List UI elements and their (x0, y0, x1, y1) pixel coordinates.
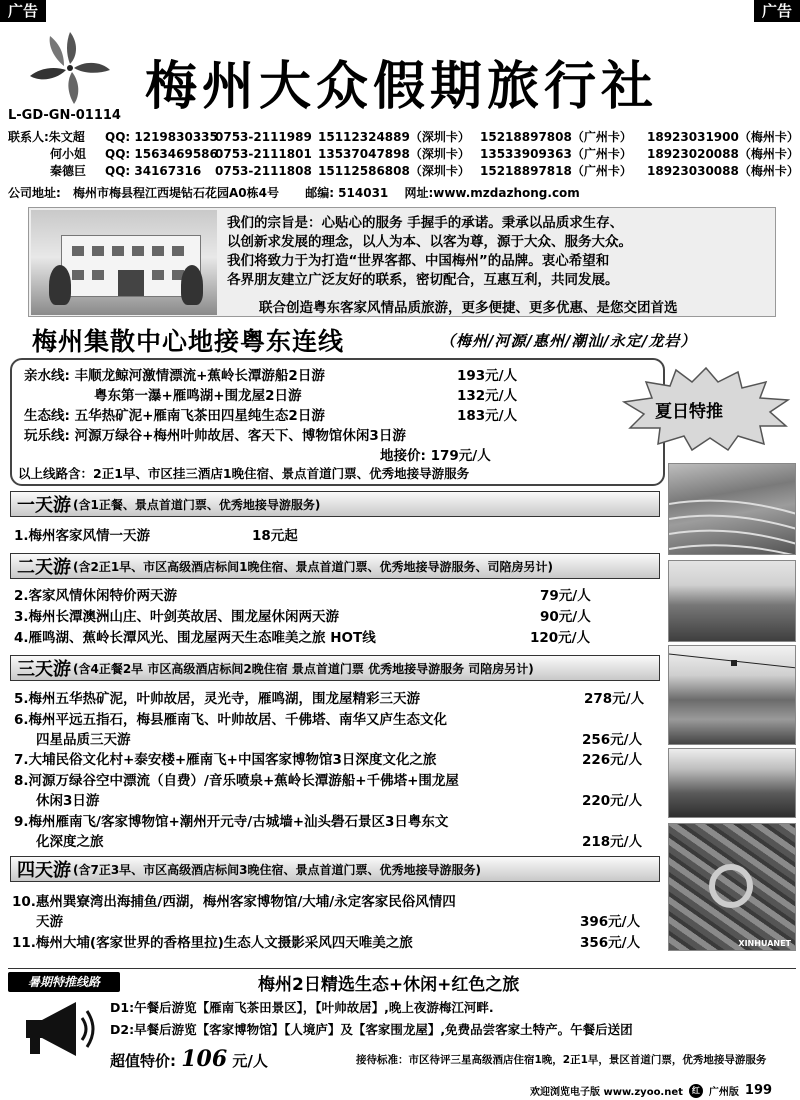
photo-credit: XINHUANET (738, 939, 791, 948)
mission-line: 各界朋友建立广泛友好的联系，密切配合，互惠互利，共同发展。 (227, 272, 619, 288)
tour-item: 5.梅州五华热矿泥，叶帅故居，灵光寺，雁鸣湖，围龙屋精彩三天游 (14, 691, 421, 707)
special-price-value: 106 (181, 1046, 228, 1072)
tour-item: 7.大埔民俗文化村+泰安楼+雁南飞+中国客家博物馆3日深度文化之旅 (14, 752, 437, 768)
route-price: 193元/人 (457, 368, 518, 384)
summer-special-title: 梅州2日精选生态+休闲+红色之旅 (258, 975, 520, 995)
contact-name: 联系人:朱文超 (8, 130, 85, 144)
special-price-unit: 元/人 (232, 1052, 268, 1070)
contact-mobile-mz: 18923020088（梅州卡） (647, 147, 799, 161)
special-price (110, 1046, 268, 1072)
contact-mobile-gz: 15218897808（广州卡） (480, 130, 632, 144)
tour-item-cont: 天游 (36, 914, 63, 930)
tour-item-cont: 四星品质三天游 (36, 732, 131, 748)
special-price-label: 超值特价: (110, 1052, 176, 1070)
tour-item-cont: 休闲3日游 (36, 793, 100, 809)
route-local-price: 地接价: 179元/人 (380, 448, 491, 464)
address-value: 梅州市梅县程江西堤钻石花园A0栋4号 (73, 186, 279, 200)
photo-tulou-aerial (668, 823, 796, 951)
building-shape (61, 235, 201, 297)
route-price: 183元/人 (457, 408, 518, 424)
tour-price: 218元/人 (582, 834, 643, 850)
contact-tel: 0753-2111808 (215, 164, 312, 178)
section-header-four-day (10, 856, 660, 882)
hub-title: 梅州集散中心地接粤东连线 (32, 327, 345, 356)
photo-mountain-village (668, 560, 796, 642)
contact-row (8, 163, 799, 180)
summer-special-label: 暑期特推线路 (8, 972, 120, 992)
routes-panel (10, 358, 665, 486)
contact-qq: QQ: 1219830335 (105, 130, 218, 144)
office-photo (31, 210, 217, 315)
company-address (8, 184, 580, 201)
route-line (24, 364, 325, 384)
tour-price: 396元/人 (580, 914, 641, 930)
ad-tag-left: 广告 (0, 0, 46, 22)
footer-welcome[interactable]: 欢迎浏览电子版 www.zyoo.net (530, 1087, 683, 1098)
tour-item: 3.梅州长潭澳洲山庄、叶剑英故居、围龙屋休闲两天游 (14, 609, 340, 625)
footer-edition: 广州版 (708, 1087, 739, 1098)
tour-item: 1.梅州客家风情一天游 (14, 528, 151, 544)
megaphone-icon (16, 998, 98, 1060)
contact-tel: 0753-2111801 (215, 147, 312, 161)
mission-line: 以创新求发展的理念，以人为本、以客为尊，源于大众、服务大众。 (227, 234, 632, 250)
section-subtitle: (含1正餐、景点首道门票、优秀地接导游服务) (73, 497, 321, 512)
tour-item-cont: 化深度之旅 (36, 834, 104, 850)
tour-item: 6.梅州平远五指石，梅县雁南飞、叶帅故居、千佛塔、南华又庐生态文化 (14, 712, 448, 728)
mission-statement (227, 214, 772, 290)
contact-row (8, 146, 799, 163)
tour-price: 120元/人 (530, 630, 591, 646)
route-label: 生态线: (24, 408, 70, 424)
section-subtitle: (含2正1早、市区高级酒店标间1晚住宿、景点首道门票、优秀地接导游服务、司陪房另计) (73, 559, 554, 574)
page-footer (530, 1083, 772, 1098)
mission-slogan: 联合创造粤东客家风情品质旅游，更多便捷、更多优惠、是您交团首选 (259, 300, 678, 316)
contact-mobile-mz: 18923030088（梅州卡） (647, 164, 799, 178)
route-text: 河源万绿谷+梅州叶帅故居、客天下、博物馆休闲3日游 (74, 428, 406, 444)
tulou-ring-icon (709, 864, 753, 908)
contact-mobile-sz: 15112586808（深圳卡） (318, 164, 470, 178)
route-text: 粤东第一瀑+雁鸣湖+围龙屋2日游 (94, 388, 302, 404)
photo-terraced-fields (668, 463, 796, 555)
hub-cities: （梅州/河源/惠州/潮汕/永定/龙岩） (440, 332, 697, 350)
route-label: 玩乐线: (24, 428, 70, 444)
section-header-three-day (10, 655, 660, 681)
section-subtitle: (含4正餐2早 市区高级酒店标间2晚住宿 景点首道门票 优秀地接导游服务 司陪房另计) (73, 661, 534, 676)
tour-item: 10.惠州巽寮湾出海捕鱼/西湖，梅州客家博物馆/大埔/永定客家民俗风情四 (12, 894, 456, 910)
service-standard: 接待标准：市区待评三星高级酒店住宿1晚，2正1早，景区首道门票，优秀地接导游服务 (356, 1054, 767, 1066)
tour-item: 11.梅州大埔(客家世界的香格里拉)生态人文摄影采风四天唯美之旅 (12, 935, 413, 951)
photo-lake-cableway (668, 645, 796, 745)
ad-tag-right: 广告 (754, 0, 800, 22)
itinerary-day2: D2:早餐后游览【客家博物馆】【人境庐】及【客家围龙屋】,免费品尝客家土特产。午餐后送团 (110, 1022, 633, 1037)
route-label: 亲水线: (24, 368, 70, 384)
tour-price: 278元/人 (584, 691, 645, 707)
website-link[interactable]: 网址:www.mzdazhong.com (404, 186, 580, 200)
contact-qq: QQ: 1563469586 (105, 147, 218, 161)
address-label: 公司地址: (8, 186, 61, 200)
route-line (24, 424, 406, 444)
tour-item: 2.客家风情休闲特价两天游 (14, 588, 178, 604)
section-title: 一天游 (17, 495, 71, 516)
section-title: 四天游 (17, 860, 71, 881)
license-number: L-GD-GN-01114 (8, 108, 121, 123)
tour-item: 9.梅州雁南飞/客家博物馆+潮州开元寺/古城墙+汕头礐石景区3日粤东文 (14, 814, 449, 830)
itinerary-day1: D1:午餐后游览【雁南飞茶田景区】，【叶帅故居】,晚上夜游梅江河畔. (110, 1000, 494, 1015)
mission-panel (28, 207, 776, 317)
route-text: 五华热矿泥+雁南飞茶田四星纯生态2日游 (74, 408, 325, 424)
contact-name: 何小姐 (50, 147, 87, 161)
tour-price: 18元起 (252, 528, 298, 544)
contact-mobile-mz: 18923031900（梅州卡） (647, 130, 799, 144)
tour-price: 220元/人 (582, 793, 643, 809)
mission-line: 我们的宗旨是：心贴心的服务 手握手的承诺。秉承以品质求生存、 (227, 215, 624, 231)
route-line (24, 404, 325, 424)
postcode: 邮编: 514031 (305, 186, 389, 200)
tour-price: 356元/人 (580, 935, 641, 951)
routes-note: 以上线路含：2正1早、市区挂三酒店1晚住宿、景点首道门票、优秀地接导游服务 (18, 466, 470, 481)
tour-price: 90元/人 (540, 609, 591, 625)
contact-mobile-gz: 15218897818（广州卡） (480, 164, 632, 178)
terrace-lines-icon (669, 464, 796, 555)
agency-logo-icon (22, 28, 114, 108)
section-header-two-day (10, 553, 660, 579)
contact-mobile-gz: 13533909363（广州卡） (480, 147, 632, 161)
section-title: 三天游 (17, 659, 71, 680)
tour-price: 79元/人 (540, 588, 591, 604)
contact-tel: 0753-2111989 (215, 130, 312, 144)
section-title: 二天游 (17, 557, 71, 578)
footer-badge-icon: 红 (689, 1084, 703, 1098)
contact-mobile-sz: 13537047898（深圳卡） (318, 147, 470, 161)
contact-mobile-sz: 15112324889（深圳卡） (318, 130, 470, 144)
cable-line-icon (669, 646, 796, 745)
tour-price: 256元/人 (582, 732, 643, 748)
agency-name: 梅州大众假期旅行社 (145, 56, 659, 117)
page-number: 199 (744, 1083, 773, 1098)
contact-qq: QQ: 34167316 (105, 164, 202, 178)
summer-badge-label: 夏日特推 (655, 402, 723, 422)
tour-item: 4.雁鸣湖、蕉岭长潭风光、围龙屋两天生态唯美之旅 HOT线 (14, 630, 376, 646)
contact-row (8, 129, 799, 146)
route-text: 丰顺龙鲸河激情漂流+蕉岭长潭游船2日游 (74, 368, 325, 384)
route-price: 132元/人 (457, 388, 518, 404)
photo-valley (668, 748, 796, 818)
tour-item: 8.河源万绿谷空中漂流（自费）/音乐喷泉+蕉岭长潭游船+千佛塔+围龙屋 (14, 773, 459, 789)
contact-table (8, 129, 799, 180)
contact-name: 秦德巨 (50, 164, 87, 178)
mission-line: 我们将致力于为打造“世界客都、中国梅州”的品牌。衷心希望和 (227, 253, 610, 269)
tour-price: 226元/人 (582, 752, 643, 768)
section-header-one-day (10, 491, 660, 517)
section-subtitle: (含7正3早、市区高级酒店标间3晚住宿、景点首道门票、优秀地接导游服务) (73, 862, 482, 877)
